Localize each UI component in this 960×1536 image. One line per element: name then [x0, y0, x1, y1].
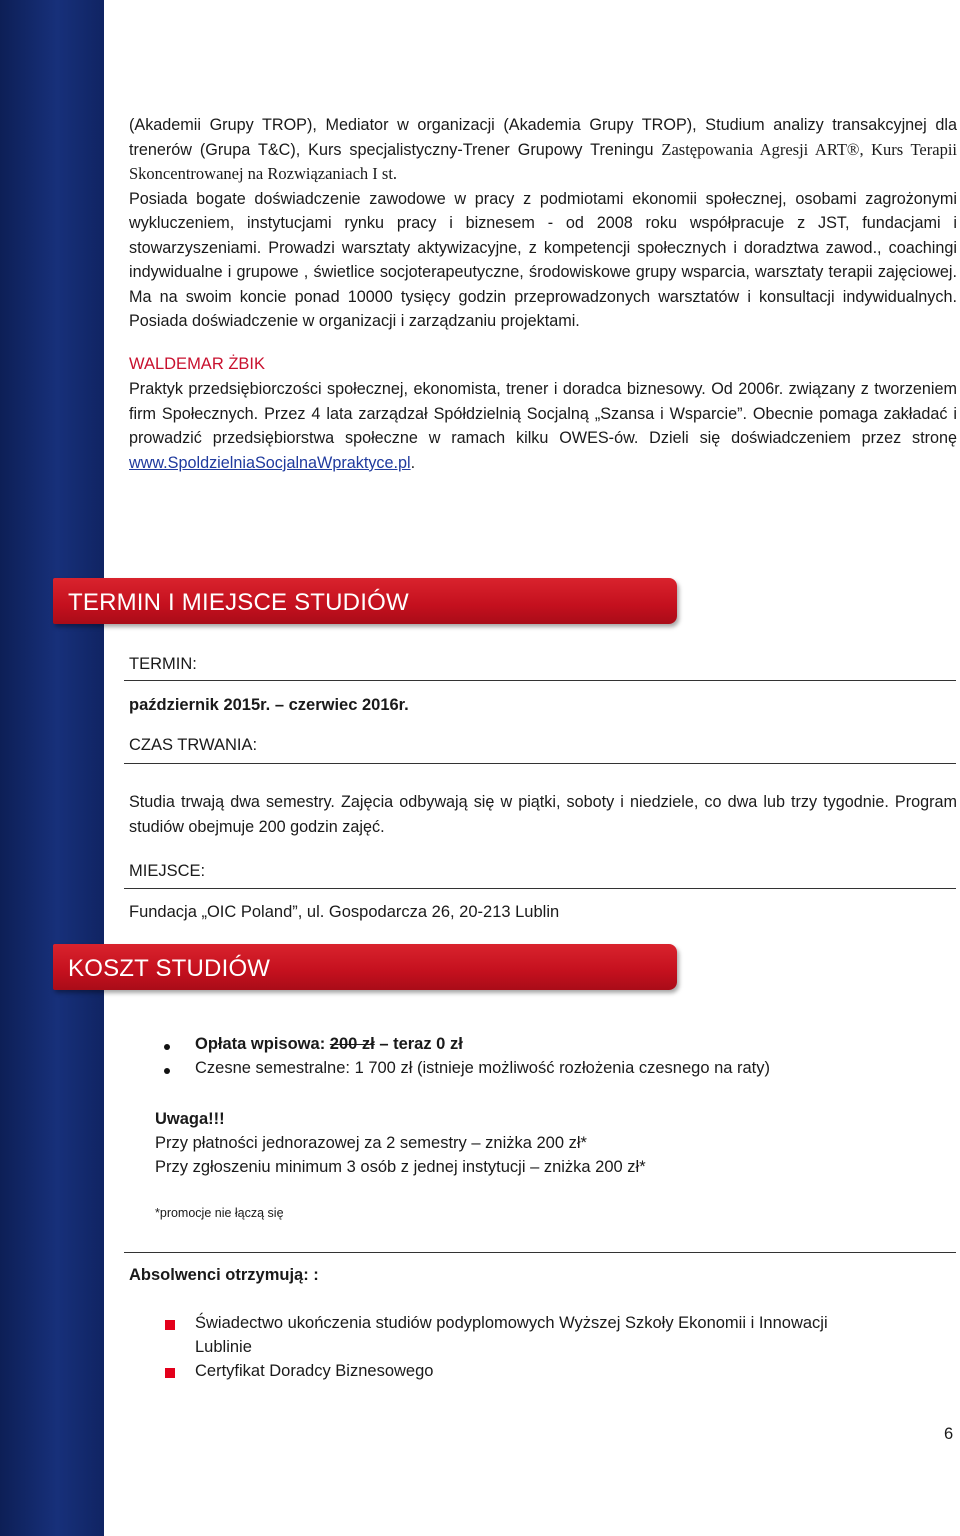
semester-fee: Czesne semestralne: 1 700 zł (istnieje możliwość rozłożenia czesnego na raty) [195, 1059, 771, 1077]
red-square-bullet-icon [165, 1320, 175, 1330]
graduates-title: Absolwenci otrzymują: : [129, 1266, 319, 1284]
termin-banner-title: TERMIN I MIEJSCE STUDIÓW [68, 589, 409, 616]
graduates-item-2: Certyfikat Doradcy Biznesowego [195, 1362, 434, 1380]
koszt-banner [53, 944, 677, 990]
note-title: Uwaga!!! [155, 1110, 225, 1128]
graduates-item-1-line-2: Lublinie [195, 1338, 252, 1356]
graduates-item-1-line-1: Świadectwo ukończenia studiów podyplomowych Wyższej Szkoły Ekonomii i Innowacji [195, 1314, 828, 1332]
intro-paragraph-1: (Akademii Grupy TROP), Mediator w organizacji (Akademia Grupy TROP), Studium analizy transakcyjnej dla trenerów (Grupa T&C), Kurs specjalistyczny-Trener Grupowy Treningu Zastępowania Agresji ART®, Kurs Terapii Skoncentrowanej na Rozwiązaniach I st. [129, 116, 957, 183]
divider [124, 763, 956, 764]
fee-line: Opłata wpisowa: 200 zł – teraz 0 zł [195, 1035, 463, 1053]
czas-label: CZAS TRWANIA: [129, 736, 258, 754]
divider [124, 680, 956, 681]
trainer-website-link[interactable]: www.SpoldzielniaSocjalnaWpraktyce.pl [129, 453, 411, 472]
red-square-bullet-icon [165, 1368, 175, 1378]
termin-value: październik 2015r. – czerwiec 2016r. [129, 696, 409, 714]
termin-label: TERMIN: [129, 655, 197, 673]
miejsce-label: MIEJSCE: [129, 862, 206, 880]
note-line-2: Przy zgłoszeniu minimum 3 osób z jednej instytucji – zniżka 200 zł* [155, 1158, 646, 1176]
czas-value: Studia trwają dwa semestry. Zajęcia odbywają się w piątki, soboty i niedziele, co dwa lub trzy tygodnie. Program studiów obejmuje 200 godzin zajęć. [129, 793, 957, 836]
divider [124, 888, 956, 889]
intro-block [129, 113, 957, 334]
trainer-name: WALDEMAR ŻBIK [129, 355, 265, 373]
bullet-icon [164, 1068, 170, 1074]
divider [124, 1252, 956, 1253]
sidebar-decoration [0, 0, 104, 1536]
fee-old-price: 200 zł [329, 1035, 375, 1053]
note-line-1: Przy płatności jednorazowej za 2 semestry – zniżka 200 zł* [155, 1134, 587, 1152]
trainer-block [129, 355, 957, 475]
czas-block [129, 790, 957, 839]
trainer-bio: Praktyk przedsiębiorczości społecznej, ekonomista, trener i doradca biznesowy. Od 2006r. związany z tworzeniem firm Społecznych. Przez 4 lata zarządzał Spółdzielnią Socjalną „Szansa i Wsparcie”. Obecnie pomaga zakładać i prowadzić przedsiębiorstwa społeczne w ramach kilku OWES-ów. Dzieli się doświadczeniem przez stronę www.SpoldzielniaSocjalnaWpraktyce.pl. [129, 380, 957, 472]
promo-footnote: *promocje nie łączą się [155, 1206, 284, 1220]
miejsce-value: Fundacja „OIC Poland”, ul. Gospodarcza 26, 20-213 Lublin [129, 903, 560, 921]
termin-banner [53, 578, 677, 624]
koszt-banner-title: KOSZT STUDIÓW [68, 955, 271, 982]
page-number: 6 [944, 1425, 954, 1443]
intro-paragraph-2: Posiada bogate doświadczenie zawodowe w pracy z podmiotami ekonomii społecznej, osobami zagrożonymi wykluczeniem, instytucjami rynku pracy i biznesem - od 2008 roku współpracuje z JST, fundacjami i stowarzyszeniami. Prowadzi warsztaty aktywizacyjne, z kompetencji społecznych i doradztwa zawod., coachingi indywidualne i grupowe , świetlice socjoterapeutyczne, środowiskowe grupy wsparcia, warsztaty terapii zajęciowej. Ma na swoim koncie ponad 10000 tysięcy godzin przeprowadzonych warsztatów i konsultacji indywidualnych. Posiada doświadczenie w organizacji i zarządzaniu projektami. [129, 189, 957, 330]
bullet-icon [164, 1044, 170, 1050]
